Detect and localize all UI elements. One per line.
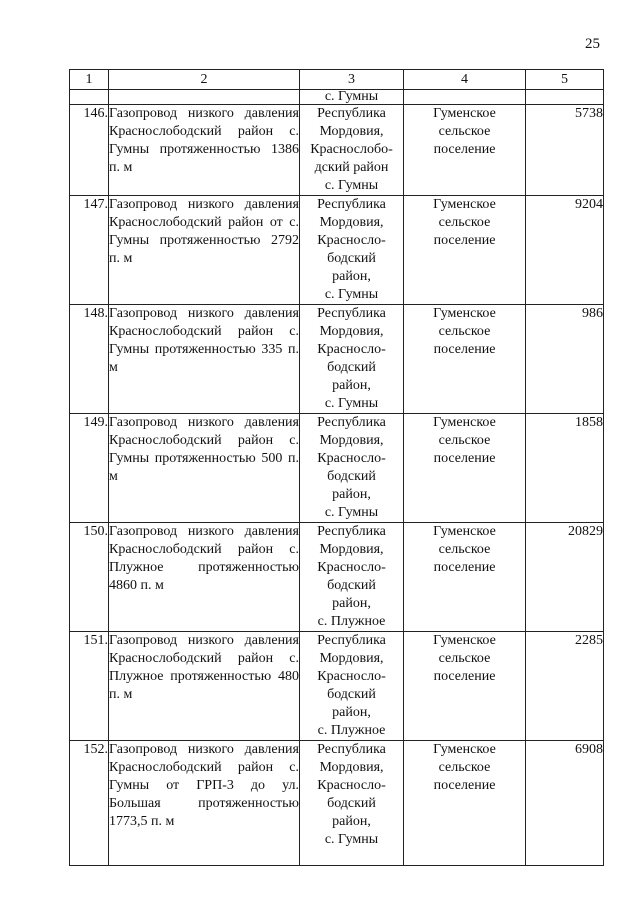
object-name: Газопровод низкого давления Краснослободский район с. Гумны от ГРП-3 до ул. Большая протяженностью 1773,5 п. м bbox=[109, 741, 300, 866]
object-value: 20829 bbox=[526, 523, 604, 632]
object-address: Республика Мордовия, Красносло- бодский район, с. Плужное bbox=[300, 632, 404, 741]
object-value: 9204 bbox=[526, 196, 604, 305]
settlement: Гуменское сельское поселение bbox=[404, 632, 526, 741]
page-number: 25 bbox=[585, 36, 600, 52]
column-header-2: 2 bbox=[109, 70, 300, 90]
continuation-cell-1 bbox=[70, 90, 109, 105]
settlement: Гуменское сельское поселение bbox=[404, 105, 526, 196]
row-number: 149. bbox=[70, 414, 109, 523]
object-name: Газопровод низкого давления Краснослободский район с. Гумны протяженностью 500 п. м bbox=[109, 414, 300, 523]
object-name: Газопровод низкого давления Краснослободский район с. Плужное протяженностью 480 п. м bbox=[109, 632, 300, 741]
continuation-address: с. Гумны bbox=[300, 90, 404, 105]
object-address: Республика Мордовия, Красносло- бодский район, с. Гумны bbox=[300, 305, 404, 414]
column-header-1: 1 bbox=[70, 70, 109, 90]
object-address: Республика Мордовия, Красносло- бодский район, с. Плужное bbox=[300, 523, 404, 632]
table-row bbox=[70, 105, 604, 196]
row-number: 148. bbox=[70, 305, 109, 414]
row-number: 147. bbox=[70, 196, 109, 305]
object-value: 5738 bbox=[526, 105, 604, 196]
table-row bbox=[70, 632, 604, 741]
table-row bbox=[70, 523, 604, 632]
table-row bbox=[70, 414, 604, 523]
object-name: Газопровод низкого давления Краснослободский район с. Гумны протяженностью 335 п. м bbox=[109, 305, 300, 414]
object-address: Республика Мордовия, Красносло- бодский район, с. Гумны bbox=[300, 196, 404, 305]
object-value: 2285 bbox=[526, 632, 604, 741]
object-value: 986 bbox=[526, 305, 604, 414]
settlement: Гуменское сельское поселение bbox=[404, 523, 526, 632]
row-number: 150. bbox=[70, 523, 109, 632]
column-number-header-row bbox=[70, 70, 604, 90]
continuation-row bbox=[70, 90, 604, 105]
row-number: 151. bbox=[70, 632, 109, 741]
continuation-cell-5 bbox=[526, 90, 604, 105]
object-address: Республика Мордовия, Краснослобо- дский район с. Гумны bbox=[300, 105, 404, 196]
object-address: Республика Мордовия, Красносло- бодский район, с. Гумны bbox=[300, 741, 404, 866]
property-registry-table bbox=[69, 69, 604, 866]
table-row bbox=[70, 196, 604, 305]
row-number: 152. bbox=[70, 741, 109, 866]
object-name: Газопровод низкого давления Краснослободский район от с. Гумны протяженностью 2792 п. м bbox=[109, 196, 300, 305]
settlement: Гуменское сельское поселение bbox=[404, 414, 526, 523]
continuation-cell-4 bbox=[404, 90, 526, 105]
settlement: Гуменское сельское поселение bbox=[404, 305, 526, 414]
settlement: Гуменское сельское поселение bbox=[404, 741, 526, 866]
table-row bbox=[70, 305, 604, 414]
row-number: 146. bbox=[70, 105, 109, 196]
object-name: Газопровод низкого давления Краснослободский район с. Плужное протяженностью 4860 п. м bbox=[109, 523, 300, 632]
table-row bbox=[70, 741, 604, 866]
column-header-5: 5 bbox=[526, 70, 604, 90]
settlement: Гуменское сельское поселение bbox=[404, 196, 526, 305]
column-header-4: 4 bbox=[404, 70, 526, 90]
continuation-cell-2 bbox=[109, 90, 300, 105]
column-header-3: 3 bbox=[300, 70, 404, 90]
object-address: Республика Мордовия, Красносло- бодский район, с. Гумны bbox=[300, 414, 404, 523]
object-name: Газопровод низкого давления Краснослободский район с. Гумны протяженностью 1386 п. м bbox=[109, 105, 300, 196]
object-value: 1858 bbox=[526, 414, 604, 523]
object-value: 6908 bbox=[526, 741, 604, 866]
